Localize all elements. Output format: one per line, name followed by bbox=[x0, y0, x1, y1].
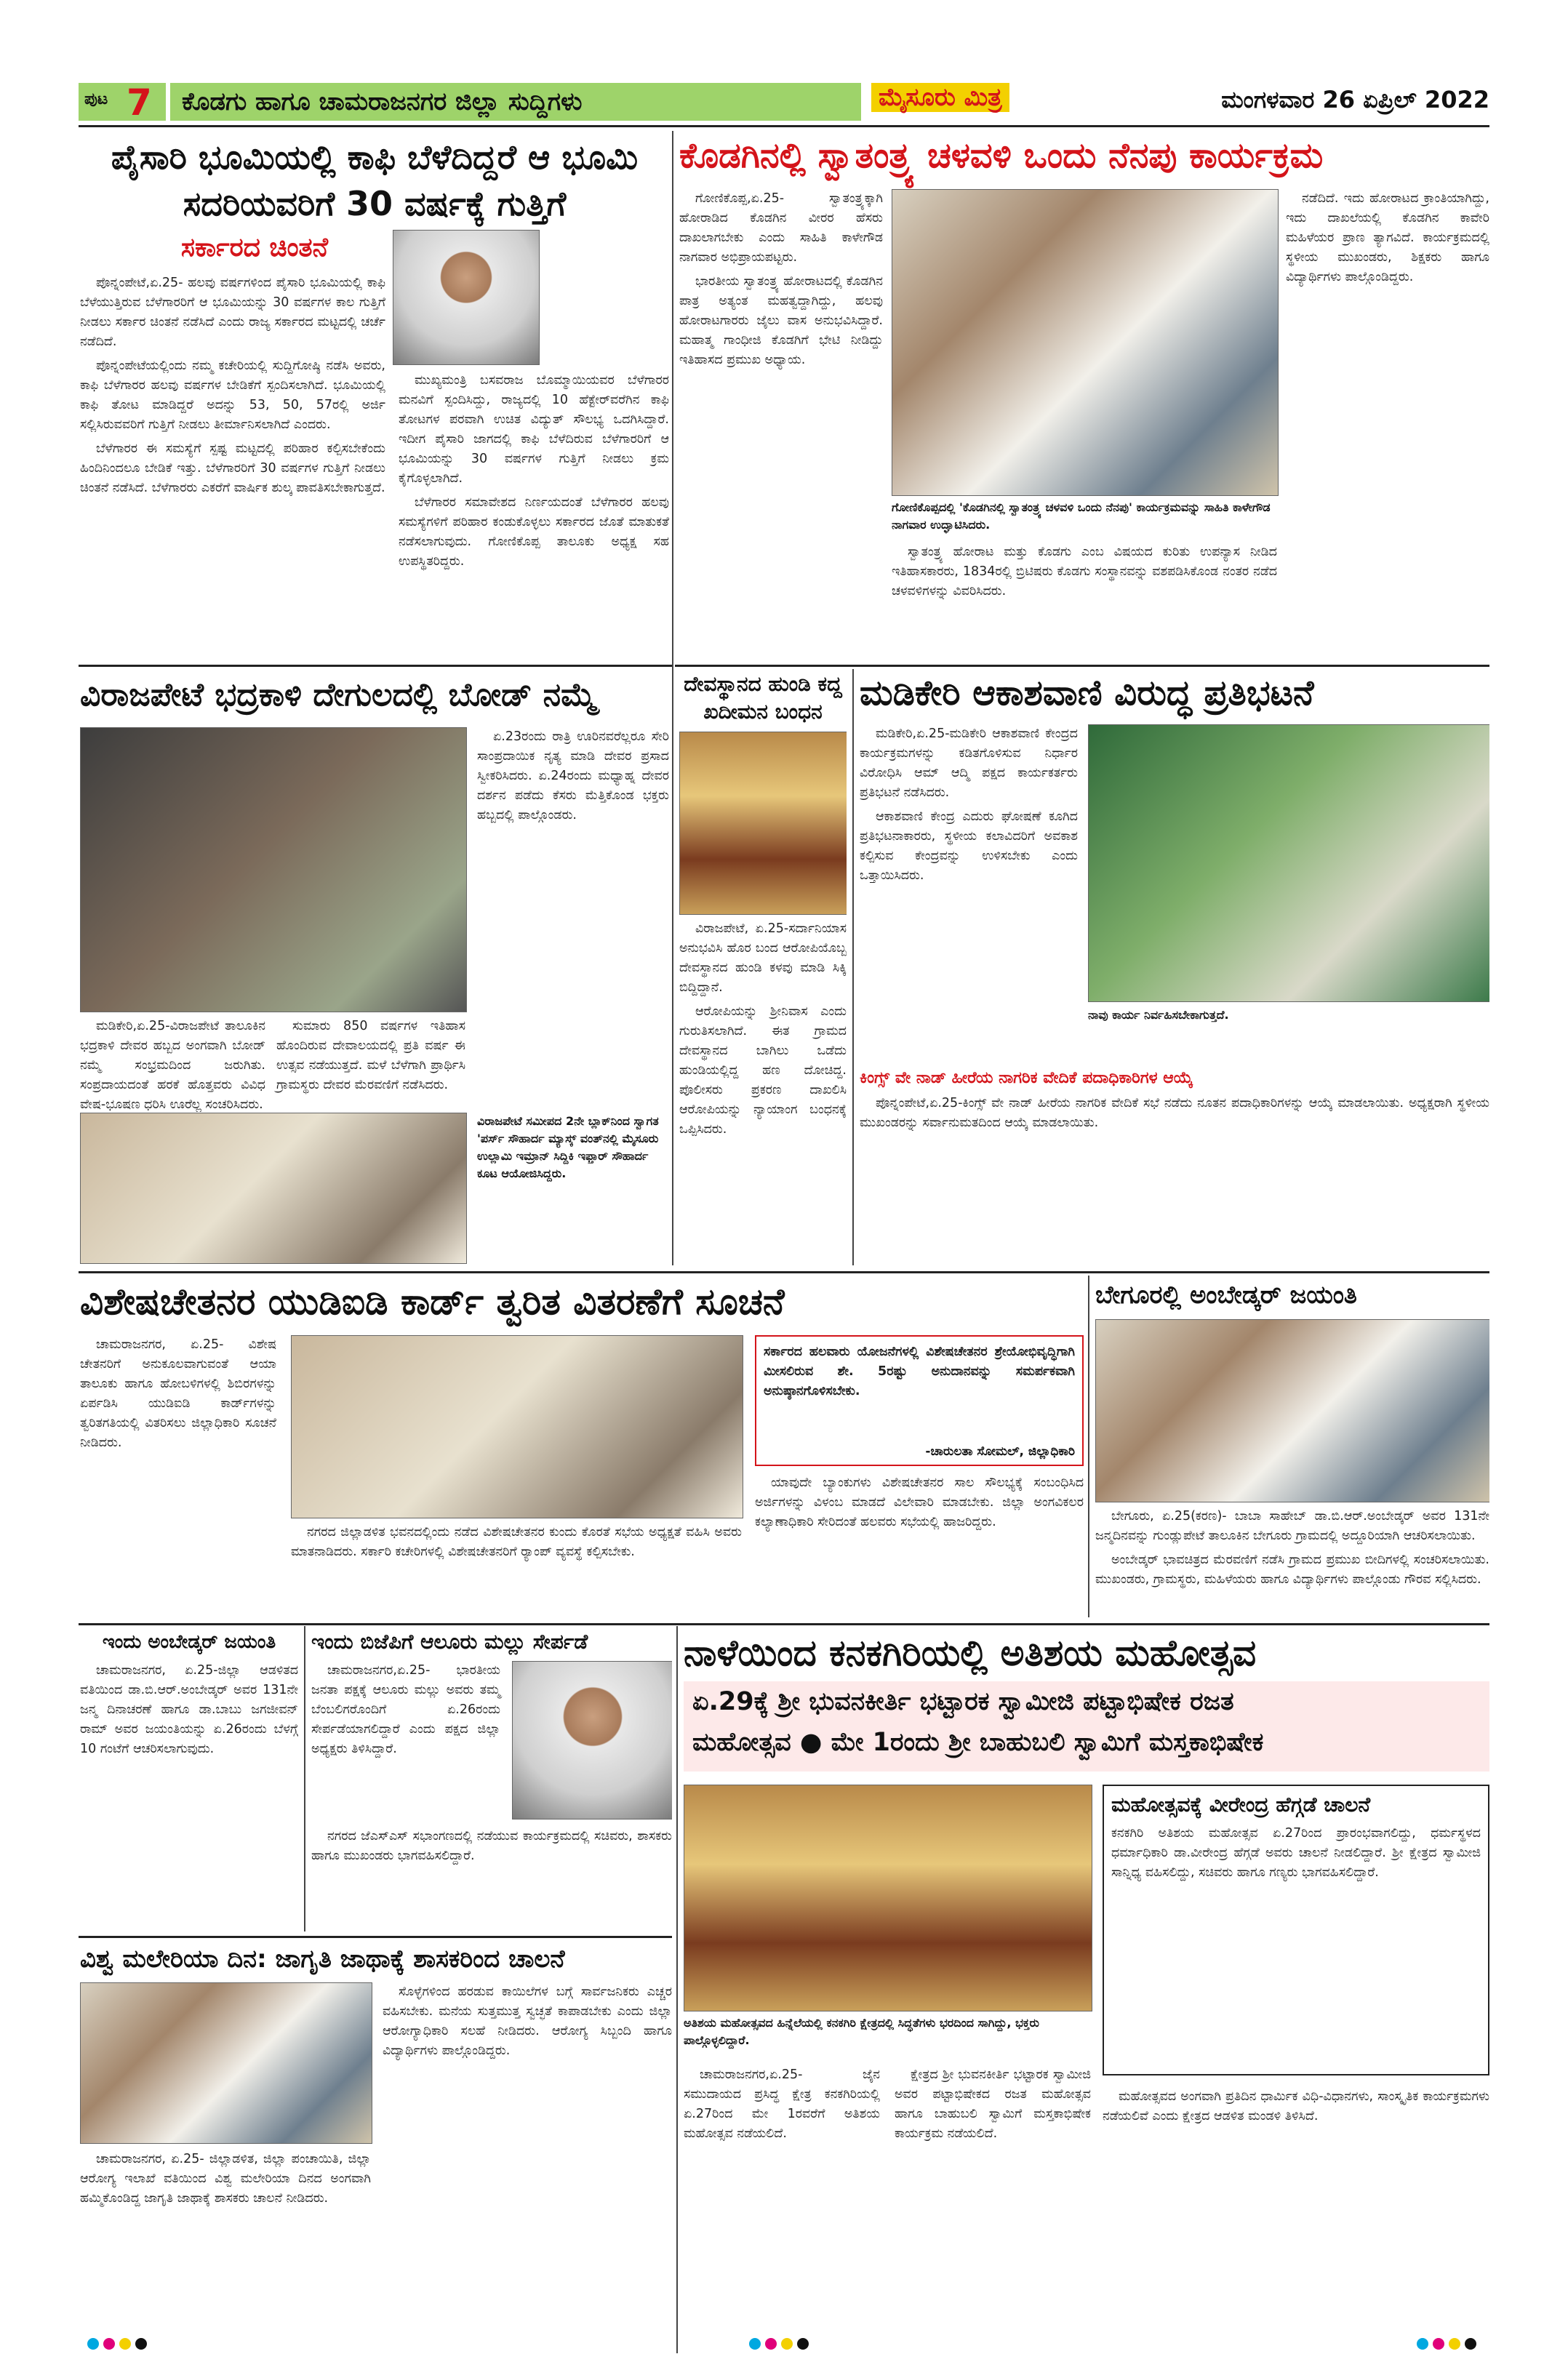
section-rule bbox=[79, 1936, 672, 1938]
paragraph: ನಗರದ ಜಿಲ್ಲಾಡಳಿತ ಭವನದಲ್ಲಿಂದು ನಡೆದ ವಿಶೇಷಚೇತನರ ಕುಂದು ಕೊರತೆ ಸಭೆಯ ಅಧ್ಯಕ್ಷತೆ ವಹಿಸಿ ಅವರು ಮಾತನಾಡಿದರು. ಸರ್ಕಾರಿ ಕಚೇರಿಗಳಲ್ಲಿ ವಿಶೇಷಚೇತನರಿಗೆ ರ್‍ಯಾಂಪ್ ವ್ಯವಸ್ಥೆ ಕಲ್ಪಿಸಬೇಕು. bbox=[291, 1525, 742, 1559]
paragraph: ಏ.23ರಂದು ರಾತ್ರಿ ಊರಿನವರೆಲ್ಲರೂ ಸೇರಿ ಸಾಂಪ್ರದಾಯಿಕ ನೃತ್ಯ ಮಾಡಿ ದೇವರ ಪ್ರಸಾದ ಸ್ವೀಕರಿಸಿದರು. ಏ.24ರಂದು ಮಧ್ಯಾಹ್ನ ದೇವರ ದರ್ಶನ ಪಡೆದು ಕೆಸರು ಮೆತ್ತಿಕೊಂಡ ಭಕ್ತರು ಹಬ್ಬದಲ್ಲಿ ಪಾಲ್ಗೊಂಡರು. bbox=[477, 729, 669, 822]
story-freedom-memory bbox=[679, 131, 1489, 662]
highlight-box bbox=[1103, 1785, 1489, 2075]
story-malaria-day bbox=[80, 1942, 672, 2320]
page-label: ಪುಟ bbox=[84, 90, 108, 108]
headline: ಪೈಸಾರಿ ಭೂಮಿಯಲ್ಲಿ ಕಾಫಿ ಬೆಳೆದಿದ್ದರೆ ಆ ಭೂಮಿ ಸದರಿಯವರಿಗೆ 30 ವರ್ಷಕ್ಕೆ ಗುತ್ತಿಗೆ bbox=[111, 137, 639, 223]
quote-signature: -ಚಾರುಲತಾ ಸೋಮಲ್, ಜಿಲ್ಲಾಧಿಕಾರಿ bbox=[925, 1444, 1075, 1459]
paragraph: ನಗರದ ಜೆಎಸ್‌ಎಸ್ ಸಭಾಂಗಣದಲ್ಲಿ ನಡೆಯುವ ಕಾರ್ಯಕ್ರಮದಲ್ಲಿ ಸಚಿವರು, ಶಾಸಕರು ಹಾಗೂ ಮುಖಂಡರು ಭಾಗವಹಿಸಲಿದ್ದಾರೆ. bbox=[311, 1829, 672, 1863]
registration-dot bbox=[135, 2338, 147, 2350]
col-2 bbox=[860, 1094, 1489, 1137]
headline: ಬೇಗೂರಲ್ಲಿ ಅಂಬೇಡ್ಕರ್ ಜಯಂತಿ bbox=[1095, 1281, 1357, 1310]
col-1 bbox=[679, 919, 847, 1144]
headline: ಇಂದು ಅಂಬೇಡ್ಕರ್ ಜಯಂತಿ bbox=[102, 1631, 276, 1653]
col-3 bbox=[477, 727, 669, 830]
registration-dot bbox=[1433, 2338, 1444, 2350]
paragraph: ಆಕಾಶವಾಣಿ ಕೇಂದ್ರ ಎದುರು ಘೋಷಣೆ ಕೂಗಿದ ಪ್ರತಿಭಟನಾಕಾರರು, ಸ್ಥಳೀಯ ಕಲಾವಿದರಿಗೆ ಅವಕಾಶ ಕಲ್ಪಿಸುವ ಕೇಂದ್ರವನ್ನು ಉಳಿಸಬೇಕು ಎಂದು ಒತ್ತಾಯಿಸಿದರು. bbox=[860, 809, 1078, 883]
story-akashavani-protest bbox=[860, 670, 1489, 1267]
column-rule bbox=[304, 1626, 305, 1931]
col-3 bbox=[1286, 189, 1489, 292]
box-headline: ಮಹೋತ್ಸವಕ್ಕೆ ವೀರೇಂದ್ರ ಹೆಗ್ಗಡೆ ಚಾಲನೆ bbox=[1111, 1793, 1371, 1817]
paragraph: ಆರೋಪಿಯನ್ನು ಶ್ರೀನಿವಾಸ ಎಂದು ಗುರುತಿಸಲಾಗಿದೆ. ಈತ ಗ್ರಾಮದ ದೇವಸ್ಥಾನದ ಬಾಗಿಲು ಒಡೆದು ಹುಂಡಿಯಲ್ಲಿದ್ದ ಹಣ ದೋಚಿದ್ದ. ಪೊಲೀಸರು ಪ್ರಕರಣ ದಾಖಲಿಸಿ ಆರೋಪಿಯನ್ನು ನ್ಯಾಯಾಂಗ ಬಂಧನಕ್ಕೆ ಒಪ್ಪಿಸಿದರು. bbox=[679, 1004, 847, 1137]
headline: ಮಡಿಕೇರಿ ಆಕಾಶವಾಣಿ ವಿರುದ್ಧ ಪ್ರತಿಭಟನೆ bbox=[860, 673, 1314, 713]
photo-caption: ಅತಿಶಯ ಮಹೋತ್ಸವದ ಹಿನ್ನೆಲೆಯಲ್ಲಿ ಕನಕಗಿರಿ ಕ್ಷೇತ್ರದಲ್ಲಿ ಸಿದ್ಧತೆಗಳು ಭರದಿಂದ ಸಾಗಿದ್ದು, ಭಕ್ತರು ಪಾಲ್ಗೊಳ್ಳಲಿದ್ದಾರೆ. bbox=[684, 2014, 1091, 2049]
subhead-band bbox=[684, 1681, 1489, 1772]
paragraph: ಪೊನ್ನಂಪೇಟೆಯಲ್ಲಿಂದು ನಮ್ಮ ಕಚೇರಿಯಲ್ಲಿ ಸುದ್ದಿಗೋಷ್ಠಿ ನಡೆಸಿ ಅವರು, ಕಾಫಿ ಬೆಳೆಗಾರರ ಹಲವು ವರ್ಷಗಳ ಬೇಡಿಕೆಗೆ ಸ್ಪಂದಿಸಲಾಗಿದೆ. ಭೂಮಿಯಲ್ಲಿ ಕಾಫಿ ತೋಟ ಮಾಡಿದ್ದರೆ ಅದನ್ನು 53, 50, 57ರಲ್ಲಿ ಅರ್ಜಿ ಸಲ್ಲಿಸಿರುವವರಿಗೆ ಗುತ್ತಿಗೆ ನೀಡಲು ತೀರ್ಮಾನಿಸಲಾಗಿದೆ ಎಂದರು. bbox=[80, 359, 385, 432]
col-2 bbox=[291, 1523, 742, 1566]
paragraph: ಚಾಮರಾಜನಗರ, ಏ.25-ಜಿಲ್ಲಾ ಆಡಳಿತದ ವತಿಯಿಂದ ಡಾ.ಬಿ.ಆರ್.ಅಂಬೇಡ್ಕರ್ ಅವರ 131ನೇ ಜನ್ಮ ದಿನಾಚರಣೆ ಹಾಗೂ ಡಾ.ಬಾಬು ಜಗಜೀವನ್ ರಾಮ್ ಅವರ ಜಯಂತಿಯನ್ನು ಏ.26ರಂದು ಬೆಳಗ್ಗೆ 10 ಗಂಟೆಗೆ ಆಚರಿಸಲಾಗುವುದು. bbox=[80, 1663, 298, 1756]
paragraph: ಪೊನ್ನಂಪೇಟೆ,ಏ.25-ಕಿಂಗ್ಸ್ ವೇ ನಾಡ್ ಹೀರೆಯ ನಾಗರಿಕ ವೇದಿಕೆ ಸಭೆ ನಡೆದು ನೂತನ ಪದಾಧಿಕಾರಿಗಳನ್ನು ಆಯ್ಕೆ ಮಾಡಲಾಯಿತು. ಅಧ್ಯಕ್ಷರಾಗಿ ಸ್ಥಳೀಯ ಮುಖಂಡರನ್ನು ಸರ್ವಾನುಮತದಿಂದ ಆಯ್ಕೆ ಮಾಡಲಾಯಿತು. bbox=[860, 1096, 1489, 1130]
story-paisari-land bbox=[80, 131, 669, 662]
col-1 bbox=[860, 724, 1078, 890]
paragraph: ಮುಖ್ಯಮಂತ್ರಿ ಬಸವರಾಜ ಬೊಮ್ಮಾಯಿಯವರ ಬೆಳೆಗಾರರ ಮನವಿಗೆ ಸ್ಪಂದಿಸಿದ್ದು, ರಾಜ್ಯದಲ್ಲಿ 10 ಹೆಕ್ಟೇರ್‌ವರೆಗಿನ ಕಾಫಿ ತೋಟಗಳ ಪರವಾಗಿ ಉಚಿತ ವಿದ್ಯುತ್ ಸೌಲಭ್ಯ ಒದಗಿಸಿದ್ದಾರೆ. ಇದೀಗ ಪೈಸಾರಿ ಜಾಗದಲ್ಲಿ ಕಾಫಿ ಬೆಳೆದಿರುವ ಬೆಳೆಗಾರರಿಗೆ ಆ ಭೂಮಿಯನ್ನು 30 ವರ್ಷಗಳ ಗುತ್ತಿಗೆ ನೀಡಲು ಕ್ರಮ ಕೈಗೊಳ್ಳಲಾಗಿದೆ. bbox=[399, 373, 669, 486]
registration-dot bbox=[1417, 2338, 1428, 2350]
headline: ವಿಶ್ವ ಮಲೇರಿಯಾ ದಿನ: ಜಾಗೃತಿ ಜಾಥಾಕ್ಕೆ ಶಾಸಕರಿಂದ ಚಾಲನೆ bbox=[80, 1945, 565, 1974]
section-rule bbox=[675, 665, 1489, 667]
col-3 bbox=[755, 1473, 1084, 1537]
column-rule bbox=[852, 669, 854, 1265]
story-hundi-theft bbox=[679, 670, 847, 1267]
column-rule bbox=[672, 131, 673, 1265]
masthead-rule bbox=[79, 125, 1489, 127]
paragraph: ಚಾಮರಾಜನಗರ,ಏ.25- ಭಾರತೀಯ ಜನತಾ ಪಕ್ಷಕ್ಕೆ ಆಲೂರು ಮಲ್ಲು ಅವರು ತಮ್ಮ ಬೆಂಬಲಿಗರೊಂದಿಗೆ ಏ.26ರಂದು ಸೇರ್ಪಡೆಯಾಗಲಿದ್ದಾರೆ ಎಂದು ಪಕ್ಷದ ಜಿಲ್ಲಾ ಅಧ್ಯಕ್ಷರು ತಿಳಿಸಿದ್ದಾರೆ. bbox=[311, 1663, 500, 1756]
event-photo bbox=[892, 189, 1279, 496]
registration-dot bbox=[103, 2338, 115, 2350]
paragraph: ಯಾವುದೇ ಬ್ಯಾಂಕುಗಳು ವಿಶೇಷಚೇತನರ ಸಾಲ ಸೌಲಭ್ಯಕ್ಕೆ ಸಂಬಂಧಿಸಿದ ಅರ್ಜಿಗಳನ್ನು ವಿಳಂಬ ಮಾಡದೆ ವಿಲೇವಾರಿ ಮಾಡಬೇಕು. ಜಿಲ್ಲಾ ಅಂಗವಿಕಲರ ಕಲ್ಯಾಣಾಧಿಕಾರಿ ಸೇರಿದಂತೆ ಹಲವರು ಸಭೆಯಲ್ಲಿ ಹಾಜರಿದ್ದರು. bbox=[755, 1476, 1084, 1529]
col-1 bbox=[311, 1661, 500, 1764]
paragraph: ಸೊಳ್ಳೆಗಳಿಂದ ಹರಡುವ ಕಾಯಿಲೆಗಳ ಬಗ್ಗೆ ಸಾರ್ವಜನಿಕರು ಎಚ್ಚರ ವಹಿಸಬೇಕು. ಮನೆಯ ಸುತ್ತಮುತ್ತ ಸ್ವಚ್ಛತೆ ಕಾಪಾಡಬೇಕು ಎಂದು ಜಿಲ್ಲಾ ಆರೋಗ್ಯಾಧಿಕಾರಿ ಸಲಹೆ ನೀಡಿದರು. ಆರೋಗ್ಯ ಸಿಬ್ಬಂದಿ ಹಾಗೂ ವಿದ್ಯಾರ್ಥಿಗಳು ಪಾಲ್ಗೊಂಡಿದ್ದರು. bbox=[383, 1985, 672, 2058]
paragraph: ಸ್ವಾತಂತ್ರ್ಯ ಹೋರಾಟ ಮತ್ತು ಕೊಡಗು ಎಂಬ ವಿಷಯದ ಕುರಿತು ಉಪನ್ಯಾಸ ನೀಡಿದ ಇತಿಹಾಸಕಾರರು, 1834ರಲ್ಲಿ ಬ್ರಿಟಿಷರು ಕೊಡಗು ಸಂಸ್ಥಾನವನ್ನು ವಶಪಡಿಸಿಕೊಂಡ ನಂತರ ನಡೆದ ಚಳವಳಿಗಳನ್ನು ವಿವರಿಸಿದರು. bbox=[892, 545, 1277, 598]
story-udid-card bbox=[80, 1277, 1084, 1619]
quote-text: ಸರ್ಕಾರದ ಹಲವಾರು ಯೋಜನೆಗಳಲ್ಲಿ ವಿಶೇಷಚೇತನರ ಶ್ರೇಯೋಭಿವೃದ್ಧಿಗಾಗಿ ಮೀಸಲಿರುವ ಶೇ. 5ರಷ್ಟು ಅನುದಾನವನ್ನು ಸಮರ್ಪಕವಾಗಿ ಅನುಷ್ಠಾನಗೊಳಿಸಬೇಕು. bbox=[764, 1345, 1075, 1398]
box-text: ಕನಕಗಿರಿ ಅತಿಶಯ ಮಹೋತ್ಸವ ಏ.27ರಿಂದ ಪ್ರಾರಂಭವಾಗಲಿದ್ದು, ಧರ್ಮಸ್ಥಳದ ಧರ್ಮಾಧಿಕಾರಿ ಡಾ.ವೀರೇಂದ್ರ ಹೆಗ್ಗಡೆ ಅವರು ಚಾಲನೆ ನೀಡಲಿದ್ದಾರೆ. ಶ್ರೀ ಕ್ಷೇತ್ರದ ಸ್ವಾಮೀಜಿ ಸಾನ್ನಿಧ್ಯ ವಹಿಸಲಿದ್ದು, ಸಚಿವರು ಹಾಗೂ ಗಣ್ಯರು ಭಾಗವಹಿಸಲಿದ್ದಾರೆ. bbox=[1111, 1826, 1481, 1880]
registration-dot bbox=[781, 2338, 793, 2350]
section-banner bbox=[170, 83, 861, 121]
protest-photo bbox=[1088, 724, 1489, 1002]
paragraph: ಮಹೋತ್ಸವದ ಅಂಗವಾಗಿ ಪ್ರತಿದಿನ ಧಾರ್ಮಿಕ ವಿಧಿ-ವಿಧಾನಗಳು, ಸಾಂಸ್ಕೃತಿಕ ಕಾರ್ಯಕ್ರಮಗಳು ನಡೆಯಲಿವೆ ಎಂದು ಕ್ಷೇತ್ರದ ಆಡಳಿತ ಮಂಡಳಿ ತಿಳಿಸಿದೆ. bbox=[1103, 2089, 1489, 2123]
headline: ದೇವಸ್ಥಾನದ ಹುಂಡಿ ಕದ್ದ ಖದೀಮನ ಬಂಧನ bbox=[684, 672, 842, 724]
paragraph: ಗೋಣಿಕೊಪ್ಪ,ಏ.25- ಸ್ವಾತಂತ್ರ್ಯಕ್ಕಾಗಿ ಹೋರಾಡಿದ ಕೊಡಗಿನ ವೀರರ ಹೆಸರು ದಾಖಲಾಗಬೇಕು ಎಂದು ಸಾಹಿತಿ ಕಾಳೇಗೌಡ ನಾಗವಾರ ಅಭಿಪ್ರಾಯಪಟ್ಟರು. bbox=[679, 191, 883, 265]
paper-name: ಮೈಸೂರು ಮಿತ್ರ bbox=[871, 83, 1009, 112]
paragraph: ಚಾಮರಾಜನಗರ, ಏ.25- ವಿಶೇಷ ಚೇತನರಿಗೆ ಅನುಕೂಲವಾಗುವಂತೆ ಆಯಾ ತಾಲೂಕು ಹಾಗೂ ಹೋಬಳಿಗಳಲ್ಲಿ ಶಿಬಿರಗಳನ್ನು ಏರ್ಪಡಿಸಿ ಯುಡಿಐಡಿ ಕಾರ್ಡ್‌ಗಳನ್ನು ತ್ವರಿತಗತಿಯಲ್ಲಿ ವಿತರಿಸಲು ಜಿಲ್ಲಾಧಿಕಾರಿ ಸೂಚನೆ ನೀಡಿದರು. bbox=[80, 1337, 276, 1450]
story-begur-ambedkar bbox=[1095, 1277, 1489, 1619]
quote-box bbox=[755, 1335, 1084, 1466]
headline: ವಿಶೇಷಚೇತನರ ಯುಡಿಐಡಿ ಕಾರ್ಡ್ ತ್ವರಿತ ವಿತರಣೆಗೆ ಸೂಚನೆ bbox=[80, 1281, 785, 1323]
celebration-photo bbox=[1095, 1319, 1489, 1502]
section-rule bbox=[79, 665, 672, 667]
column-rule bbox=[1088, 1276, 1089, 1617]
headline: ವಿರಾಜಪೇಟೆ ಭದ್ರಕಾಳಿ ದೇಗುಲದಲ್ಲಿ ಬೋಡ್ ನಮ್ಮೆ bbox=[80, 676, 597, 713]
minister-portrait-photo bbox=[393, 230, 540, 365]
paragraph: ಬೆಳೆಗಾರರ ಈ ಸಮಸ್ಯೆಗೆ ಸ್ಪಷ್ಟ ಮಟ್ಟದಲ್ಲಿ ಪರಿಹಾರ ಕಲ್ಪಿಸಬೇಕೆಂದು ಹಿಂದಿನಿಂದಲೂ ಬೇಡಿಕೆ ಇತ್ತು. ಬೆಳೆಗಾರರಿಗೆ 30 ವರ್ಷಗಳ ಗುತ್ತಿಗೆ ನೀಡಲು ಚಿಂತನೆ ನಡೆಸಿದೆ. ಬೆಳೆಗಾರರು ಎಕರೆಗೆ ವಾರ್ಷಿಕ ಶುಲ್ಕ ಪಾವತಿಸಬೇಕಾಗುತ್ತದೆ. bbox=[80, 441, 385, 495]
col-2 bbox=[311, 1827, 672, 1870]
paragraph: ವಿರಾಜಪೇಟೆ, ಏ.25-ಸರ್ದಾನಿಯಾಸ ಅನುಭವಿಸಿ ಹೊರ ಬಂದ ಆರೋಪಿಯೊಬ್ಬ ದೇವಸ್ಥಾನದ ಹುಂಡಿ ಕಳವು ಮಾಡಿ ಸಿಕ್ಕಿ ಬಿದ್ದಿದ್ದಾನೆ. bbox=[679, 921, 847, 995]
col-2 bbox=[895, 2065, 1091, 2148]
registration-dot bbox=[119, 2338, 131, 2350]
subhead-line-2: ಮಹೋತ್ಸವ ● ಮೇ 1ರಂದು ಶ್ರೀ ಬಾಹುಬಲಿ ಸ್ವಾಮಿಗೆ ಮಸ್ತಕಾಭಿಷೇಕ bbox=[692, 1728, 1264, 1757]
col-1 bbox=[679, 189, 883, 375]
col-1 bbox=[1095, 1507, 1489, 1594]
paragraph: ಭಾರತೀಯ ಸ್ವಾತಂತ್ರ್ಯ ಹೋರಾಟದಲ್ಲಿ ಕೊಡಗಿನ ಪಾತ್ರ ಅತ್ಯಂತ ಮಹತ್ವದ್ದಾಗಿದ್ದು, ಹಲವು ಹೋರಾಟಗಾರರು ಜೈಲು ವಾಸ ಅನುಭವಿಸಿದ್ದಾರೆ. ಮಹಾತ್ಮ ಗಾಂಧೀಜಿ ಕೊಡಗಿಗೆ ಭೇಟಿ ನೀಡಿದ್ದು ಇತಿಹಾಸದ ಪ್ರಮುಖ ಅಧ್ಯಾಯ. bbox=[679, 274, 883, 367]
subhead-line-1: ಏ.29ಕ್ಕೆ ಶ್ರೀ ಭುವನಕೀರ್ತಿ ಭಟ್ಟಾರಕ ಸ್ವಾಮೀಜಿ ಪಟ್ಟಾಭಿಷೇಕ ರಜತ bbox=[692, 1687, 1234, 1716]
photo-caption: ವಿರಾಜಪೇಟೆ ಸಮೀಪದ 2ನೇ ಬ್ಲಾಕ್‌ನಿಂದ ಸ್ವಾಗತ 'ಪರ್ಸ್ ಸೌಹಾರ್ದ ಮ್ಯಾಸ್ಕ್ ವಂತ್‌ನಲ್ಲಿ ಮೈಸೂರು ಉಲ್ಲಾಮಿ ಇಮ್ರಾನ್ ಸಿದ್ದಿಕಿ ಇಫ್ತಾರ್ ಸೌಹಾರ್ದ ಕೂಟ ಆಯೋಜಿಸಿದ್ದರು. bbox=[477, 1113, 669, 1182]
section-rule bbox=[79, 1271, 1489, 1273]
col-1 bbox=[684, 2065, 880, 2148]
masthead bbox=[79, 81, 1489, 122]
paragraph: ಚಾಮರಾಜನಗರ,ಏ.25- ಜೈನ ಸಮುದಾಯದ ಪ್ರಸಿದ್ಧ ಕ್ಷೇತ್ರ ಕನಕಗಿರಿಯಲ್ಲಿ ಏ.27ರಿಂದ ಮೇ 1ರವರೆಗೆ ಅತಿಶಯ ಮಹೋತ್ಸವ ನಡೆಯಲಿದೆ. bbox=[684, 2067, 880, 2141]
col-1 bbox=[80, 2150, 371, 2213]
temple-photo bbox=[679, 732, 847, 915]
registration-dot bbox=[1449, 2338, 1460, 2350]
headline: ನಾಳೆಯಿಂದ ಕನಕಗಿರಿಯಲ್ಲಿ ಅತಿಶಯ ಮಹೋತ್ಸವ bbox=[684, 1632, 1257, 1674]
festival-photo bbox=[80, 727, 467, 1012]
col-1 bbox=[80, 1335, 276, 1457]
paragraph: ನಡೆದಿದೆ. ಇದು ಹೋರಾಟದ ಕ್ರಾಂತಿಯಾಗಿದ್ದು, ಇದು ದಾಖಲೆಯಲ್ಲಿ ಕೊಡಗಿನ ಕಾವೇರಿ ಮಹಿಳೆಯರ ಪ್ರಾಣ ತ್ಯಾಗವಿದೆ. ಕಾರ್ಯಕ್ರಮದಲ್ಲಿ ಸ್ಥಳೀಯ ಮುಖಂಡರು, ಶಿಕ್ಷಕರು ಹಾಗೂ ವಿದ್ಯಾರ್ಥಿಗಳು ಪಾಲ್ಗೊಂಡಿದ್ದರು. bbox=[1286, 191, 1489, 284]
col-2 bbox=[276, 1017, 465, 1100]
paragraph: ಅಂಬೇಡ್ಕರ್ ಭಾವಚಿತ್ರದ ಮೆರವಣಿಗೆ ನಡೆಸಿ ಗ್ರಾಮದ ಪ್ರಮುಖ ಬೀದಿಗಳಲ್ಲಿ ಸಂಚರಿಸಲಾಯಿತು. ಮುಖಂಡರು, ಗ್ರಾಮಸ್ಥರು, ಮಹಿಳೆಯರು ಹಾಗೂ ವಿದ್ಯಾರ್ಥಿಗಳು ಪಾಲ್ಗೊಂಡು ಗೌರವ ಸಲ್ಲಿಸಿದರು. bbox=[1095, 1553, 1489, 1587]
photo-caption: ಗೋಣಿಕೊಪ್ಪದಲ್ಲಿ 'ಕೊಡಗಿನಲ್ಲಿ ಸ್ವಾತಂತ್ರ್ಯ ಚಳವಳಿ ಒಂದು ನೆನಪು' ಕಾರ್ಯಕ್ರಮವನ್ನು ಸಾಹಿತಿ ಕಾಳೇಗೌಡ ನಾಗವಾರ ಉದ್ಘಾಟಿಸಿದರು. bbox=[892, 499, 1277, 534]
paragraph: ಪೊನ್ನಂಪೇಟೆ,ಏ.25- ಹಲವು ವರ್ಷಗಳಿಂದ ಪೈಸಾರಿ ಭೂಮಿಯಲ್ಲಿ ಕಾಫಿ ಬೆಳೆಯುತ್ತಿರುವ ಬೆಳೆಗಾರರಿಗೆ ಆ ಭೂಮಿಯನ್ನು 30 ವರ್ಷಗಳ ಕಾಲ ಗುತ್ತಿಗೆ ನೀಡಲು ಸರ್ಕಾರ ಚಿಂತನೆ ನಡೆಸಿದೆ ಎಂದು ರಾಜ್ಯ ಸರ್ಕಾರದ ಮಟ್ಟದಲ್ಲಿ ಚರ್ಚೆ ನಡೆದಿದೆ. bbox=[80, 276, 385, 349]
paragraph: ಚಾಮರಾಜನಗರ, ಏ.25- ಜಿಲ್ಲಾಡಳಿತ, ಜಿಲ್ಲಾ ಪಂಚಾಯಿತಿ, ಜಿಲ್ಲಾ ಆರೋಗ್ಯ ಇಲಾಖೆ ವತಿಯಿಂದ ವಿಶ್ವ ಮಲೇರಿಯಾ ದಿನದ ಅಂಗವಾಗಿ ಹಮ್ಮಿಕೊಂಡಿದ್ದ ಜಾಗೃತಿ ಜಾಥಾಕ್ಕೆ ಶಾಸಕರು ಚಾಲನೆ ನೀಡಿದರು. bbox=[80, 2152, 371, 2206]
paragraph: ಬೆಳೆಗಾರರ ಸಮಾವೇಶದ ನಿರ್ಣಯದಂತೆ ಬೆಳೆಗಾರರ ಹಲವು ಸಮಸ್ಯೆಗಳಿಗೆ ಪರಿಹಾರ ಕಂಡುಕೊಳ್ಳಲು ಸರ್ಕಾರದ ಜೊತೆ ಮಾತುಕತೆ ನಡೆಸಲಾಗುವುದು. ಗೋಣಿಕೊಪ್ಪ ತಾಲೂಕು ಅಧ್ಯಕ್ಷ ಸಹ ಉಪಸ್ಥಿತರಿದ್ದರು. bbox=[399, 495, 669, 569]
col-3 bbox=[1103, 2087, 1489, 2131]
col-2 bbox=[383, 1982, 672, 2065]
col-2 bbox=[892, 543, 1277, 606]
story-ambedkar-today bbox=[80, 1629, 298, 1934]
subhead: ಕಿಂಗ್ಸ್ ವೇ ನಾಡ್ ಹೀರೆಯ ನಾಗರಿಕ ವೇದಿಕೆ ಪದಾಧಿಕಾರಿಗಳ ಆಯ್ಕೆ bbox=[860, 1069, 1193, 1087]
paragraph: ಸುಮಾರು 850 ವರ್ಷಗಳ ಇತಿಹಾಸ ಹೊಂದಿರುವ ದೇವಾಲಯದಲ್ಲಿ ಪ್ರತಿ ವರ್ಷ ಈ ಉತ್ಸವ ನಡೆಯುತ್ತದೆ. ಮಳೆ ಬೆಳೆಗಾಗಿ ಪ್ರಾರ್ಥಿಸಿ ಗ್ರಾಮಸ್ಥರು ದೇವರ ಮೆರವಣಿಗೆ ನಡೆಸಿದರು. bbox=[276, 1019, 465, 1092]
story-aluru-mallu bbox=[311, 1629, 672, 1934]
column-rule bbox=[676, 1626, 678, 2353]
col-1 bbox=[80, 273, 385, 503]
paragraph: ಮಡಿಕೇರಿ,ಏ.25-ವಿರಾಜಪೇಟೆ ತಾಲೂಕಿನ ಭದ್ರಕಾಳಿ ದೇವರ ಹಬ್ಬದ ಅಂಗವಾಗಿ ಬೋಡ್ ನಮ್ಮೆ ಸಂಭ್ರಮದಿಂದ ಜರುಗಿತು. ಸಂಪ್ರದಾಯದಂತೆ ಹರಕೆ ಹೊತ್ತವರು ವಿವಿಧ ವೇಷ-ಭೂಷಣ ಧರಿಸಿ ಊರೆಲ್ಲ ಸಂಚರಿಸಿದರು. bbox=[80, 1019, 265, 1112]
registration-dot bbox=[765, 2338, 777, 2350]
story-bhadrakali-festival bbox=[80, 670, 669, 1267]
paragraph: ಕ್ಷೇತ್ರದ ಶ್ರೀ ಭುವನಕೀರ್ತಿ ಭಟ್ಟಾರಕ ಸ್ವಾಮೀಜಿ ಅವರ ಪಟ್ಟಾಭಿಷೇಕದ ರಜತ ಮಹೋತ್ಸವ ಹಾಗೂ ಬಾಹುಬಲಿ ಸ್ವಾಮಿಗೆ ಮಸ್ತಕಾಭಿಷೇಕ ಕಾರ್ಯಕ್ರಮ ನಡೆಯಲಿದೆ. bbox=[895, 2067, 1091, 2141]
issue-date: ಮಂಗಳವಾರ 26 ಏಪ್ರಿಲ್ 2022 bbox=[1221, 86, 1489, 113]
paragraph: ಮಡಿಕೇರಿ,ಏ.25-ಮಡಿಕೇರಿ ಆಕಾಶವಾಣಿ ಕೇಂದ್ರದ ಕಾರ್ಯಕ್ರಮಗಳನ್ನು ಕಡಿತಗೊಳಿಸುವ ನಿರ್ಧಾರ ವಿರೋಧಿಸಿ ಆಮ್ ಆದ್ಮಿ ಪಕ್ಷದ ಕಾರ್ಯಕರ್ತರು ಪ್ರತಿಭಟನೆ ನಡೆಸಿದರು. bbox=[860, 726, 1078, 800]
section-title: ಕೊಡಗು ಹಾಗೂ ಚಾಮರಾಜನಗರ ಜಿಲ್ಲಾ ಸುದ್ದಿಗಳು bbox=[182, 87, 583, 116]
page-number: 7 bbox=[127, 83, 152, 121]
registration-dot bbox=[1465, 2338, 1476, 2350]
page-number-box bbox=[79, 83, 166, 121]
headline: ಇಂದು ಬಿಜೆಪಿಗೆ ಆಲೂರು ಮಲ್ಲು ಸೇರ್ಪಡೆ bbox=[311, 1630, 588, 1654]
ritual-photo bbox=[684, 1785, 1092, 2011]
section-rule bbox=[79, 1623, 1489, 1625]
col-2 bbox=[399, 371, 669, 576]
photo-caption: ನಾವು ಕಾರ್ಯ ನಿರ್ವಹಿಸಬೇಕಾಗುತ್ತದೆ. bbox=[1088, 1006, 1489, 1024]
rally-photo bbox=[80, 1982, 372, 2144]
iftar-photo bbox=[80, 1113, 467, 1264]
leader-portrait-photo bbox=[512, 1661, 672, 1819]
registration-dot bbox=[87, 2338, 99, 2350]
registration-dot bbox=[749, 2338, 761, 2350]
paragraph: ಬೇಗೂರು, ಏ.25(ಕರಣ)- ಬಾಬಾ ಸಾಹೇಬ್ ಡಾ.ಬಿ.ಆರ್.ಅಂಬೇಡ್ಕರ್ ಅವರ 131ನೇ ಜನ್ಮದಿನವನ್ನು ಗುಂಡ್ಲುಪೇಟೆ ತಾಲೂಕಿನ ಬೇಗೂರು ಗ್ರಾಮದಲ್ಲಿ ಅದ್ದೂರಿಯಾಗಿ ಆಚರಿಸಲಾಯಿತು. bbox=[1095, 1509, 1489, 1543]
meeting-photo bbox=[291, 1335, 743, 1518]
headline: ಕೊಡಗಿನಲ್ಲಿ ಸ್ವಾತಂತ್ರ್ಯ ಚಳವಳಿ ಒಂದು ನೆನಪು ಕಾರ್ಯಕ್ರಮ bbox=[679, 135, 1324, 176]
col-1 bbox=[80, 1661, 298, 1764]
story-kanakagiri-festival bbox=[684, 1629, 1489, 2298]
col-1 bbox=[80, 1017, 265, 1119]
kicker: ಸರ್ಕಾರದ ಚಿಂತನೆ bbox=[180, 233, 329, 263]
registration-dot bbox=[797, 2338, 809, 2350]
